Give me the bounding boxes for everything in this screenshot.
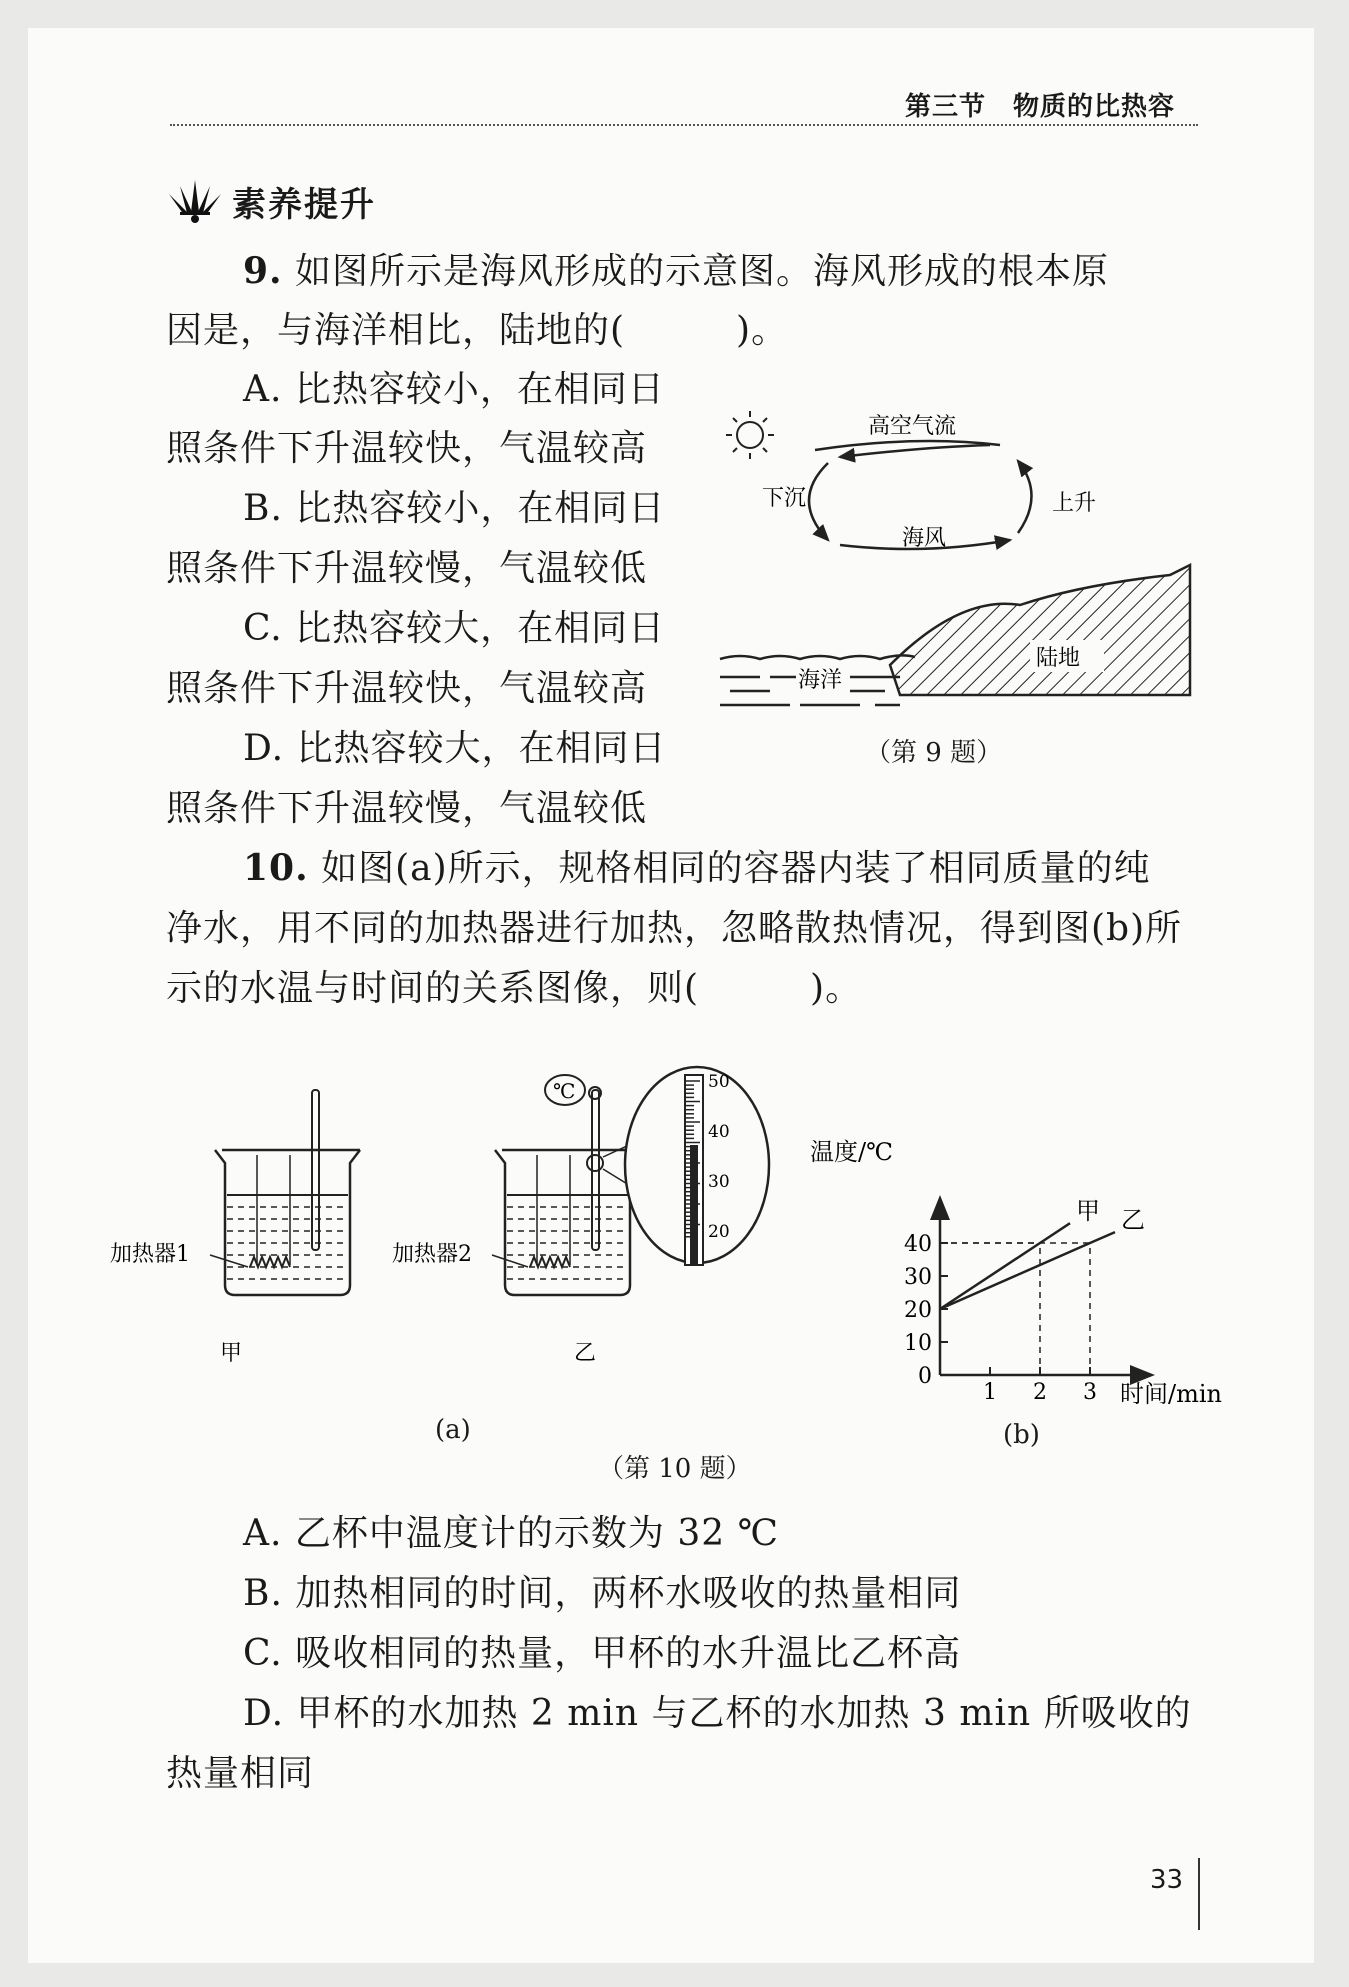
temperature-time-chart xyxy=(800,1120,1260,1410)
running-header: 第三节 物质的比热容 xyxy=(905,92,1176,122)
page-number: 33 xyxy=(1150,1865,1184,1895)
q9-option-b-line1: B. 比热容较小，在相同日 xyxy=(243,488,666,529)
q10-stem-line2: 净水，用不同的加热器进行加热，忽略散热情况，得到图(b)所 xyxy=(166,908,1183,949)
x-tick-label: 3 xyxy=(1083,1380,1097,1405)
section-crown-icon xyxy=(166,172,224,224)
q9-number: 9. xyxy=(243,250,283,292)
label-land: 陆地 xyxy=(1036,646,1081,671)
q10-option-c: C. 吸收相同的热量，甲杯的水升温比乙杯高 xyxy=(243,1633,962,1674)
q9-option-c-line1: C. 比热容较大，在相同日 xyxy=(243,608,666,649)
q9-option-a-line2: 照条件下升温较快，气温较高 xyxy=(166,428,648,469)
x-tick-label: 2 xyxy=(1033,1380,1047,1405)
q10-stem-line3: 示的水温与时间的关系图像，则( )。 xyxy=(166,968,863,1009)
label-celsius: ℃ xyxy=(553,1079,576,1103)
label-ocean: 海洋 xyxy=(798,668,843,693)
q9-option-c-line2: 照条件下升温较快，气温较高 xyxy=(166,668,648,709)
sea-breeze-figure xyxy=(700,395,1200,725)
scale-20: 20 xyxy=(708,1222,730,1242)
section-title: 素养提升 xyxy=(232,185,376,225)
beaker-jia xyxy=(210,1090,360,1295)
q9-stem-line1: 9. 如图所示是海风形成的示意图。海风形成的根本原 xyxy=(243,250,1110,292)
beaker-yi xyxy=(492,1075,645,1295)
label-rise: 上升 xyxy=(1052,491,1097,516)
series-line xyxy=(940,1223,1070,1309)
q9-stem-line2: 因是，与海洋相比，陆地的( )。 xyxy=(166,310,789,351)
label-cup-yi: 乙 xyxy=(574,1341,597,1366)
page-number-rule xyxy=(1198,1858,1200,1930)
label-sea-breeze: 海风 xyxy=(902,526,947,551)
q9-option-d-line1: D. 比热容较大，在相同日 xyxy=(243,728,667,769)
q10-option-a: A. 乙杯中温度计的示数为 32 ℃ xyxy=(243,1513,779,1554)
label-cup-jia: 甲 xyxy=(220,1341,243,1366)
label-heater1: 加热器1 xyxy=(110,1242,190,1267)
series-label: 乙 xyxy=(1121,1206,1145,1235)
x-tick-label: 1 xyxy=(983,1380,997,1405)
chart-ylabel: 温度/℃ xyxy=(810,1138,893,1166)
chart-caption: (b) xyxy=(1003,1420,1040,1450)
label-upper-air: 高空气流 xyxy=(868,414,957,439)
scale-30: 30 xyxy=(708,1172,730,1192)
y-tick-label: 20 xyxy=(904,1298,932,1323)
beaker-figure xyxy=(100,1045,780,1375)
y-tick-label: 0 xyxy=(918,1364,932,1389)
figure-a-caption: (a) xyxy=(435,1415,471,1445)
q10-option-b: B. 加热相同的时间，两杯水吸收的热量相同 xyxy=(243,1573,962,1614)
sun-icon xyxy=(726,411,774,459)
q10-option-d-line2: 热量相同 xyxy=(166,1753,315,1794)
q10-figure-caption: （第 10 题） xyxy=(598,1454,752,1484)
label-sink: 下沉 xyxy=(762,486,807,511)
y-tick-label: 10 xyxy=(904,1331,932,1356)
series-label: 甲 xyxy=(1076,1197,1100,1226)
y-tick-label: 30 xyxy=(904,1265,932,1290)
q9-option-d-line2: 照条件下升温较慢，气温较低 xyxy=(166,788,648,829)
q9-option-b-line2: 照条件下升温较慢，气温较低 xyxy=(166,548,648,589)
y-tick-label: 40 xyxy=(904,1232,932,1257)
scale-40: 40 xyxy=(708,1122,730,1142)
scale-50: 50 xyxy=(708,1072,730,1092)
q9-option-a-line1: A. 比热容较小，在相同日 xyxy=(243,369,665,410)
q10-option-d-line1: D. 甲杯的水加热 2 min 与乙杯的水加热 3 min 所吸收的 xyxy=(243,1693,1192,1734)
q10-number: 10. xyxy=(243,847,309,889)
header-divider xyxy=(170,124,1198,126)
chart-xlabel: 时间/min xyxy=(1120,1380,1222,1408)
label-heater2: 加热器2 xyxy=(392,1242,472,1267)
land-shape xyxy=(890,565,1190,695)
q10-stem-line1: 10. 如图(a)所示，规格相同的容器内装了相同质量的纯 xyxy=(243,847,1151,889)
q9-figure-caption: （第 9 题） xyxy=(865,738,1003,768)
thermometer-magnifier xyxy=(625,1067,769,1265)
